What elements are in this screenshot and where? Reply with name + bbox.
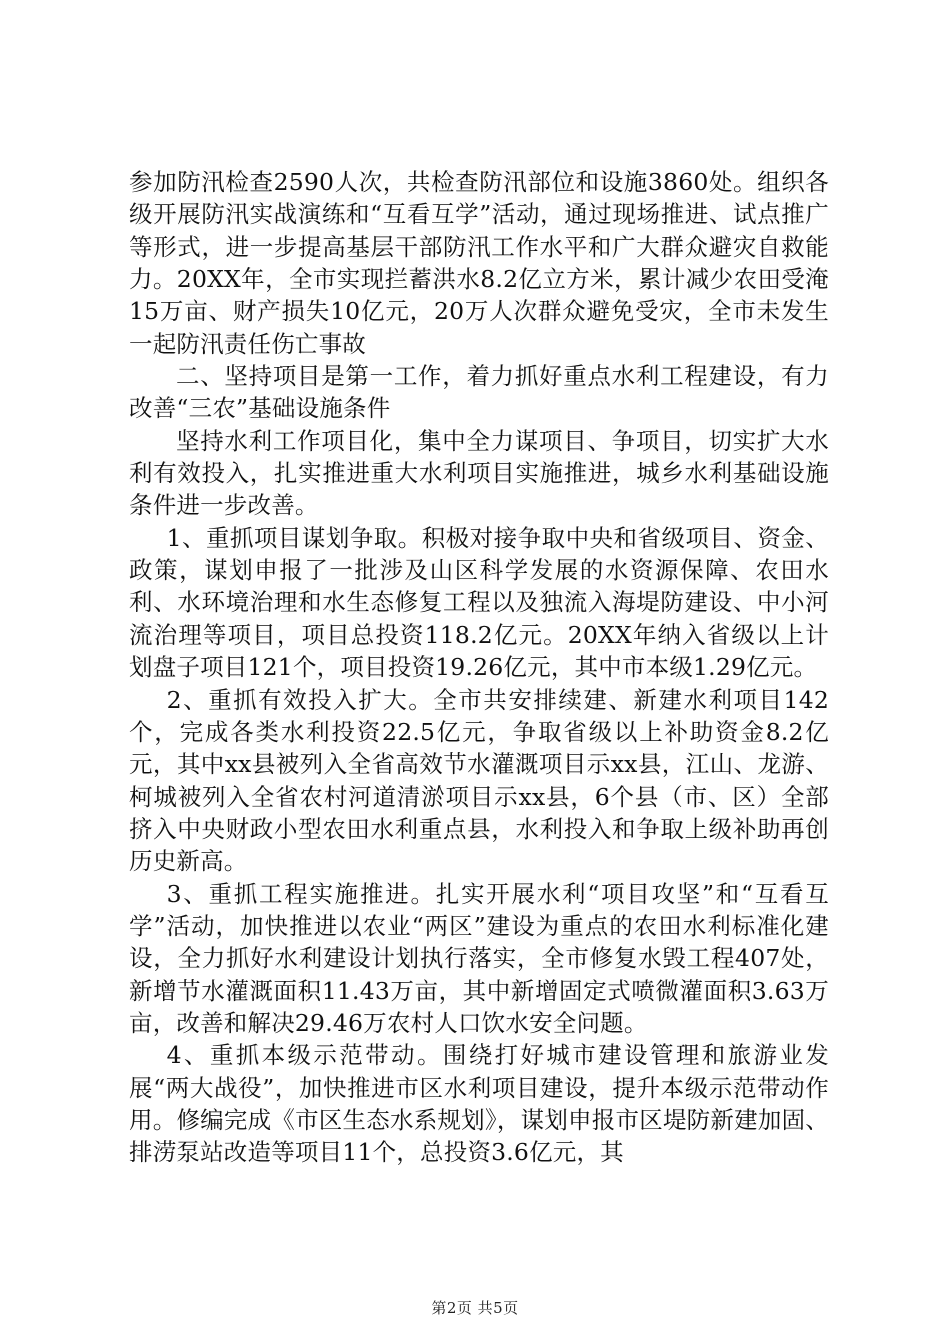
document-body: [129, 166, 829, 1169]
paragraph-flood-control-summary: 参加防汛检查2590人次，共检查防汛部位和设施3860处。组织各级开展防汛实战演练和“互看互学”活动，通过现场推进、试点推广等形式，进一步提高基层干部防汛工作水平和广大群众避灾自救能力。20XX年，全市实现拦蓄洪水8.2亿立方米，累计减少农田受淹15万亩、财产损失10亿元，20万人次群众避免受灾，全市未发生一起防汛责任伤亡事故: [129, 168, 829, 358]
paragraph-item-3: 3、重抓工程实施推进。扎实开展水利“项目攻坚”和“互看互学”活动，加快推进以农业“两区”建设为重点的农田水利标准化建设，全力抓好水利建设计划执行落实，全市修复水毁工程407处，新增节水灌溉面积11.43万亩，其中新增固定式喷微灌面积3.63万亩，改善和解决29.46万农村人口饮水安全问题。: [129, 879, 829, 1037]
paragraph-section-intro: 坚持水利工作项目化，集中全力谋项目、争项目，切实扩大水利有效投入，扎实推进重大水利项目实施推进，城乡水利基础设施条件进一步改善。: [129, 426, 829, 520]
paragraph-item-1: 1、重抓项目谋划争取。积极对接争取中央和省级项目、资金、政策，谋划申报了一批涉及山区科学发展的水资源保障、农田水利、水环境治理和水生态修复工程以及独流入海堤防建设、中小河流治理等项目，项目总投资118.2亿元。20XX年纳入省级以上计划盘子项目121个，项目投资19.26亿元，其中市本级1.29亿元。: [129, 523, 829, 682]
paragraph-item-2: 2、重抓有效投入扩大。全市共安排续建、新建水利项目142个，完成各类水利投资22.5亿元，争取省级以上补助资金8.2亿元，其中xx县被列入全省高效节水灌溉项目示xx县，江山、龙游、柯城被列入全省农村河道清淤项目示xx县，6个县（市、区）全部挤入中央财政小型农田水利重点县，水利投入和争取上级补助再创历史新高。: [129, 685, 829, 876]
paragraph-item-4: 4、重抓本级示范带动。围绕打好城市建设管理和旅游业发展“两大战役”，加快推进市区水利项目建设，提升本级示范带动作用。修编完成《市区生态水系规划》，谋划申报市区堤防新建加固、排涝泵站改造等项目11个，总投资3.6亿元，其: [129, 1041, 829, 1167]
page-footer: [0, 1297, 950, 1318]
page-number-label: 第2页 共5页: [431, 1299, 519, 1317]
section-heading-two: 二、坚持项目是第一工作，着力抓好重点水利工程建设，有力改善“三农”基础设施条件: [129, 362, 829, 423]
